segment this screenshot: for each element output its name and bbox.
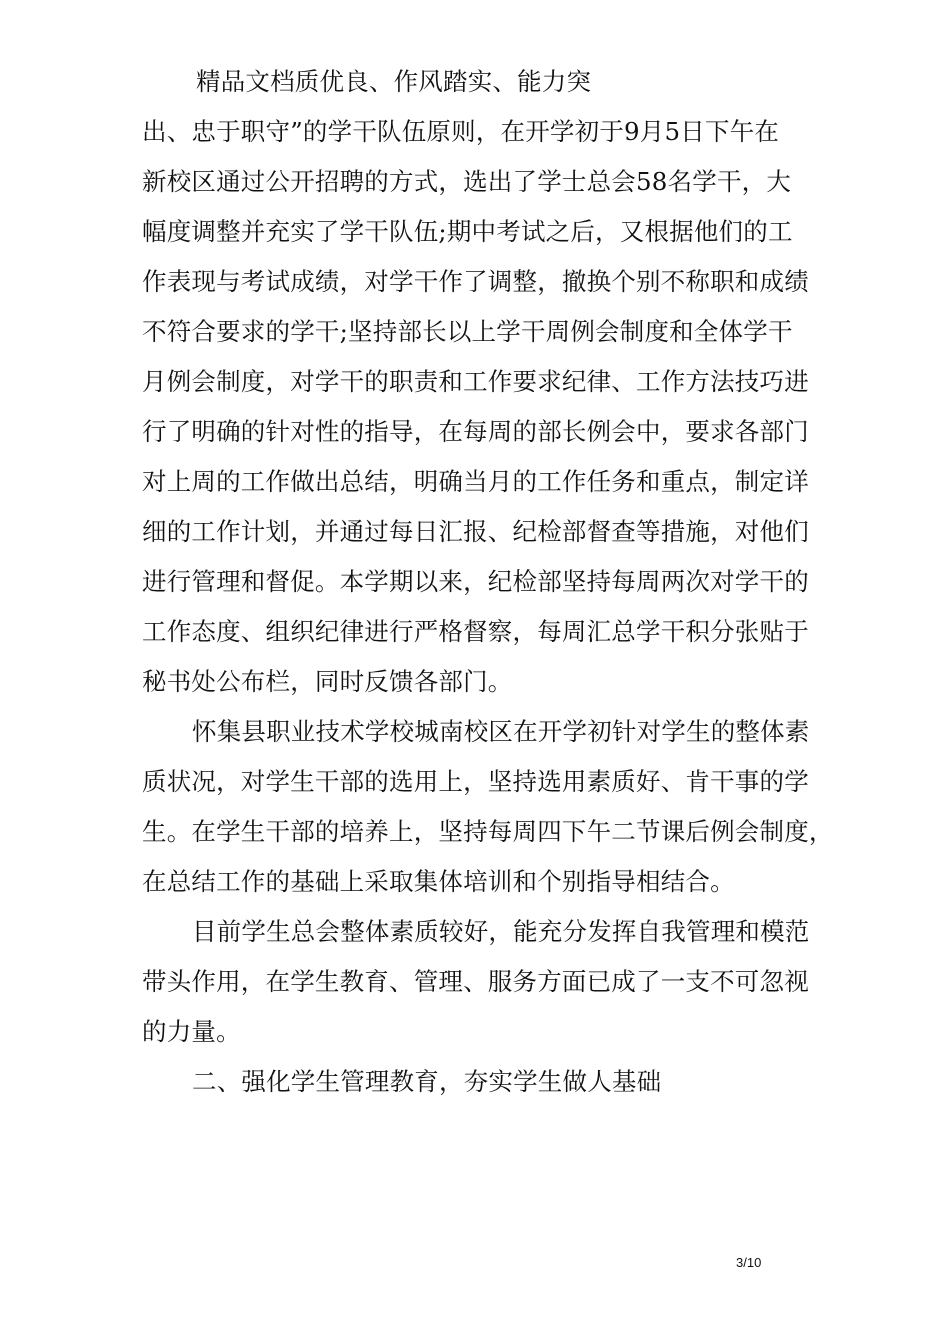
paragraph-2-line-2: 质状况，对学生干部的选用上，坚持选用素质好、肯干事的学 (142, 767, 809, 796)
paragraph-3-line-3: 的力量。 (142, 1017, 241, 1046)
paragraph-1-line-3: 幅度调整并充实了学干队伍;期中考试之后，又根据他们的工 (142, 217, 793, 246)
paragraph-1-line-10: 进行管理和督促。本学期以来，纪检部坚持每周两次对学干的 (142, 567, 809, 596)
paragraph-2-line-1: 怀集县职业技术学校城南校区在开学初针对学生的整体素 (192, 717, 810, 746)
paragraph-1-line-2: 新校区通过公开招聘的方式，选出了学士总会58名学干，大 (142, 167, 792, 196)
paragraph-1-line-7: 行了明确的针对性的指导，在每周的部长例会中，要求各部门 (142, 417, 809, 446)
page-number: 3/10 (736, 1255, 762, 1270)
section-heading: 二、强化学生管理教育，夯实学生做人基础 (192, 1067, 662, 1096)
paragraph-3-line-1: 目前学生总会整体素质较好，能充分发挥自我管理和模范 (192, 917, 810, 946)
header-line: 精品文档质优良、作风踏实、能力突 (196, 67, 592, 96)
paragraph-2-line-4: 在总结工作的基础上采取集体培训和个别指导相结合。 (142, 867, 735, 896)
paragraph-1-line-9: 细的工作计划，并通过每日汇报、纪检部督查等措施，对他们 (142, 517, 809, 546)
paragraph-3-line-2: 带头作用，在学生教育、管理、服务方面已成了一支不可忽视 (142, 967, 809, 996)
paragraph-1-line-12: 秘书处公布栏，同时反馈各部门。 (142, 667, 513, 696)
paragraph-2-line-3: 生。在学生干部的培养上，坚持每周四下午二节课后例会制度， (142, 817, 834, 846)
paragraph-1-line-6: 月例会制度，对学干的职责和工作要求纪律、工作方法技巧进 (142, 367, 809, 396)
paragraph-1-line-5: 不符合要求的学干;坚持部长以上学干周例会制度和全体学干 (142, 317, 793, 346)
paragraph-1-line-8: 对上周的工作做出总结，明确当月的工作任务和重点，制定详 (142, 467, 809, 496)
paragraph-1-line-4: 作表现与考试成绩，对学干作了调整，撤换个别不称职和成绩 (142, 267, 809, 296)
paragraph-1-line-1: 出、忠于职守”的学干队伍原则，在开学初于9月5日下午在 (142, 117, 780, 146)
paragraph-1-line-11: 工作态度、组织纪律进行严格督察，每周汇总学干积分张贴于 (142, 617, 809, 646)
